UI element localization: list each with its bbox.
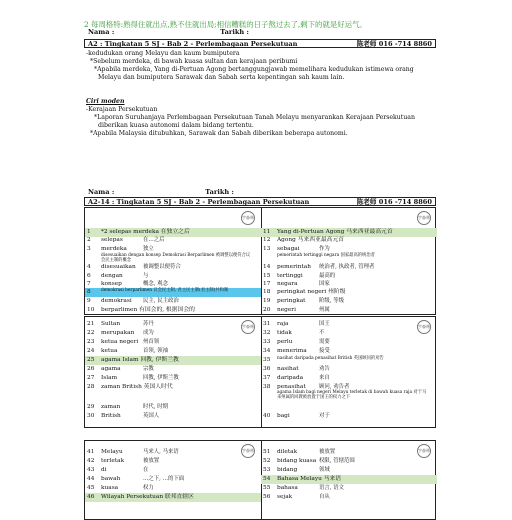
vocab-word: disesuaikan (101, 264, 136, 270)
vocab-word: agama Islam bagi negeri Melayu terletak di bawah kuasa raja 对于马来州属的回教被放置于国王的权力之下 (277, 390, 427, 400)
vocab-word: Yang di-Pertuan Agong 马来西亚最高元首 (277, 229, 393, 235)
vocab-number: 13 (263, 246, 271, 252)
vocab-number: 40 (263, 413, 271, 419)
vocab-row (261, 320, 437, 329)
vocab-number: 24 (87, 348, 95, 354)
vocab-number: 56 (263, 494, 271, 500)
vocab-row (85, 329, 261, 338)
vocab-word: berparlimen 有国会的, 根据国会的 (101, 307, 195, 313)
vocab-word: penasihat (277, 384, 306, 390)
vocab-word: peringkat negeri 州阶级 (277, 289, 346, 295)
vocab-row (85, 448, 261, 457)
vocab-row (85, 403, 261, 412)
vocab-number: 41 (87, 449, 95, 455)
vocab-word: Sultan (101, 321, 121, 327)
vocab-word: nasihat daripada penasihat British 英国顾问的劝告 (277, 356, 384, 361)
vocab-translation: 苏丹 (143, 321, 154, 327)
vocab-translation: 成为 (143, 330, 154, 336)
vocab-row (85, 288, 261, 297)
vocab-row (261, 493, 437, 502)
vocab-row (261, 475, 437, 484)
vocab-row (261, 306, 437, 315)
vocab-number: 29 (87, 404, 95, 410)
notes-section-2 (86, 98, 432, 138)
note-line: -Kerajaan Persekutuan (86, 105, 158, 113)
vocab-word: zaman British 英国人时代 (101, 384, 173, 390)
vocab-number: 8 (87, 289, 91, 295)
vocab-column-left (85, 317, 262, 427)
vocab-block-2 (84, 316, 436, 428)
vocab-number: 34 (263, 348, 271, 354)
vocab-number: 11 (263, 229, 271, 235)
vocab-word: tidak (277, 330, 292, 336)
vocab-row (261, 329, 437, 338)
vocab-translation: 被放置 (319, 449, 336, 455)
vocab-row (261, 236, 437, 245)
vocab-word: bagi (277, 413, 290, 419)
vocab-word: zaman (101, 404, 121, 410)
vocab-word: Agong 马来西亚最高元首 (277, 237, 345, 243)
vocab-number: 21 (87, 321, 95, 327)
vocab-row (261, 253, 437, 262)
vocab-row (85, 338, 261, 347)
teacher-contact: 陈老师 016 -714 8860 (356, 198, 432, 206)
vocab-translation: 语言, 语文 (319, 485, 344, 491)
vocab-column-left (85, 208, 262, 314)
vocab-row (85, 493, 261, 502)
vocab-word: raja (277, 321, 289, 327)
vocab-word: konsep (101, 281, 122, 287)
vocab-number: 55 (263, 485, 271, 491)
vocab-row (85, 383, 261, 392)
vocab-translation: 权限, 管辖范围 (319, 458, 355, 464)
vocab-number: 6 (87, 273, 91, 279)
vocab-column-left (85, 441, 262, 519)
vocab-row (261, 356, 437, 365)
vocab-word: agama Islam 回教, 伊斯兰教 (101, 357, 179, 363)
vocab-row (261, 484, 437, 493)
vocab-translation: 马来人, 马来语 (143, 449, 179, 455)
vocab-row (261, 390, 437, 399)
vocab-word: merdeka (101, 246, 127, 252)
vocab-number: 51 (263, 449, 271, 455)
vocab-word: bidang (277, 467, 298, 473)
note-line: -kedudukan orang Melayu dan kaum bumiputera (86, 50, 240, 57)
vocab-translation: 国王 (319, 321, 330, 327)
vocab-column-right (261, 317, 437, 427)
vocab-word: kuasa (101, 485, 119, 491)
vocab-word: terletak (101, 458, 125, 464)
vocab-word: disesuaikan dengan konsep Demokrasi Berparlimen 被调整以便符合议会民主制的概念 (101, 253, 251, 263)
note-line: *Apabila merdeka, Yang di-Pertuan Agong bertanggungjawab memelihara kedudukan istimewa orang Melayu dan bumiputera Sarawak dan Sabah serta kepentingan sah kaum lain. (94, 65, 414, 81)
vocab-word: merupakan (101, 330, 135, 336)
vocab-translation: 首领, 领袖 (143, 348, 168, 354)
vocab-row (85, 320, 261, 329)
worksheet-title: A2 : Tingkatan 5 SJ - Bab 2 - Perlembagaan Persekutuan (88, 40, 298, 48)
vocab-row (261, 374, 437, 383)
vocab-row (85, 236, 261, 245)
vocab-translation: 英国人 (143, 413, 160, 419)
vocab-translation: 不 (319, 330, 325, 336)
vocab-word: Melayu (101, 449, 123, 455)
vocab-column-right (261, 208, 437, 314)
vocab-number: 7 (87, 281, 91, 287)
note-line: *Apabila Malaysia ditubuhkan, Sarawak dan Sabah diberikan beberapa autonomi. (90, 129, 348, 137)
vocab-row (261, 263, 437, 272)
vocab-translation: 州属 (319, 307, 330, 313)
vocab-translation: 民主, 民主政治 (143, 298, 179, 304)
vocab-number: 1 (87, 229, 91, 235)
vocab-number: 46 (87, 494, 95, 500)
vocab-number: 37 (263, 375, 271, 381)
vocab-row (85, 475, 261, 484)
vocab-translation: 来自 (319, 375, 330, 381)
vocab-number: 53 (263, 467, 271, 473)
vocab-number: 35 (263, 357, 271, 363)
vocab-translation: 顾问, 劝告者 (319, 384, 350, 390)
vocab-number: 45 (87, 485, 95, 491)
vocab-translation: 在…之后 (143, 237, 165, 243)
vocab-translation: 国家 (319, 281, 330, 287)
vocab-word: nasihat (277, 366, 299, 372)
school-logo: 宇森林 (241, 211, 255, 225)
vocab-number: 18 (263, 289, 271, 295)
vocab-translation: 阶级, 等级 (319, 298, 344, 304)
vocab-translation: 劝告 (319, 366, 330, 372)
vocab-word: perlu (277, 339, 293, 345)
vocab-word: menerima (277, 348, 307, 354)
vocab-word: Bahasa Melayu 马来语 (277, 476, 342, 482)
vocab-block-3 (84, 440, 436, 520)
vocab-translation: 领域 (319, 467, 330, 473)
vocab-word: dengan (101, 273, 123, 279)
vocab-number: 28 (87, 384, 95, 390)
vocab-word: bahasa (277, 485, 298, 491)
vocab-row (85, 297, 261, 306)
vocab-block-1 (84, 207, 436, 315)
vocab-word: selepas (101, 237, 123, 243)
vocab-translation: 宗教 (143, 366, 154, 372)
vocab-number: 23 (87, 339, 95, 345)
vocab-word: negara (277, 281, 298, 287)
vocab-row (261, 457, 437, 466)
vocab-word: tertinggi (277, 273, 303, 279)
vocab-translation: 接受 (319, 348, 330, 354)
vocab-number: 31 (263, 321, 271, 327)
name-date-row (88, 28, 249, 36)
vocab-number: 15 (263, 273, 271, 279)
note-line: *Laporan Suruhanjaya Perlembagaan Persekutuan Tanah Melayu menyarankan Kerajaan Persekutuan diberikan kuasa autonomi dalam bidang tertentu. (94, 113, 415, 129)
vocab-row (85, 253, 261, 262)
vocab-word: demokrasi (101, 298, 132, 304)
vocab-row (85, 356, 261, 365)
vocab-row (85, 374, 261, 383)
school-logo: 宇森林 (417, 211, 431, 225)
vocab-word: Islam (101, 375, 118, 381)
vocab-number: 20 (263, 307, 271, 313)
vocab-word: bidang kuasa (277, 458, 317, 464)
vocab-number: 52 (263, 458, 271, 464)
vocab-word: *2 selepas merdeka 在独立之后 (101, 229, 190, 235)
vocab-row (85, 263, 261, 272)
vocab-translation: …之下, …的下面 (143, 476, 185, 482)
vocab-number: 30 (87, 413, 95, 419)
vocab-word: sejak (277, 494, 293, 500)
vocab-word: daripada (277, 375, 304, 381)
vocab-number: 12 (263, 237, 271, 243)
worksheet-title-bar (84, 39, 436, 48)
vocab-word: di (101, 467, 107, 473)
vocab-word: peringkat (277, 298, 306, 304)
vocab-row (261, 448, 437, 457)
vocab-translation: 自从 (319, 494, 330, 500)
vocab-translation: 时代, 时期 (143, 404, 168, 410)
vocab-number: 14 (263, 264, 271, 270)
vocab-row (261, 338, 437, 347)
vocab-word: Wilayah Persekutuan 联邦直辖区 (101, 494, 194, 500)
vocab-row (261, 288, 437, 297)
vocab-translation: 与 (143, 273, 149, 279)
vocab-number: 3 (87, 246, 91, 252)
vocab-number: 38 (263, 384, 271, 390)
vocab-number: 33 (263, 339, 271, 345)
vocab-translation: 州首领 (143, 339, 160, 345)
school-logo: 宇森林 (241, 320, 255, 334)
vocab-number: 2 (87, 237, 91, 243)
school-logo: 宇森林 (417, 320, 431, 334)
vocab-number: 27 (87, 375, 95, 381)
vocab-title: A2-14 : Tingkatan 5 SJ - Bab 2 - Perlembagaan Persekutuan (88, 198, 310, 206)
name-label: Nama : (88, 188, 115, 196)
section-heading: Ciri moden (86, 98, 125, 105)
vocab-number: 4 (87, 264, 91, 270)
vocab-row (261, 297, 437, 306)
vocab-number: 32 (263, 330, 271, 336)
vocab-translation: 作为 (319, 246, 330, 252)
vocab-row (85, 306, 261, 315)
notes-section-1 (86, 50, 432, 82)
motivational-quote: 2 每周格特:熟得住就出点,熟不住就出局;相信糟糕的日子熬过去了,剩下的就是好运气。 (84, 20, 367, 29)
vocab-word: diletak (277, 449, 298, 455)
vocab-number: 54 (263, 476, 271, 482)
note-line: *Sebelum merdeka, di bawah kuasa sultan dan kerajaan peribumi (90, 57, 298, 65)
vocab-translation: 最高的 (319, 273, 336, 279)
vocab-row (85, 466, 261, 475)
vocab-translation: 对于 (319, 413, 330, 419)
vocab-translation: 独立 (143, 246, 154, 252)
vocab-number: 22 (87, 330, 95, 336)
vocab-translation: 回教, 伊斯兰教 (143, 375, 179, 381)
teacher-contact: 陈老师 016 -714 8860 (356, 40, 432, 48)
vocab-number: 43 (87, 467, 95, 473)
vocab-word: bawah (101, 476, 121, 482)
vocab-number: 10 (87, 307, 95, 313)
vocab-row (85, 347, 261, 356)
vocab-word: sebagai (277, 246, 300, 252)
vocab-number: 19 (263, 298, 271, 304)
vocab-word: negeri (277, 307, 296, 313)
name-date-row-2 (88, 188, 234, 196)
vocab-title-bar (84, 197, 436, 206)
school-logo: 宇森林 (241, 444, 255, 458)
vocab-translation: 被调整以便符合 (143, 264, 181, 270)
vocab-translation: 概念, 观念 (143, 281, 168, 287)
vocab-word: pemerintah (277, 264, 311, 270)
vocab-number: 17 (263, 281, 271, 287)
vocab-word: pemerintah tertinggi negara 国家最高的统治者 (277, 253, 375, 258)
name-label: Nama : (88, 28, 115, 36)
vocab-word: ketua (101, 348, 118, 354)
vocab-row (85, 365, 261, 374)
vocab-translation: 在 (143, 467, 149, 473)
vocab-column-right (261, 441, 437, 519)
vocab-row (85, 484, 261, 493)
vocab-row (261, 347, 437, 356)
vocab-word: agama (101, 366, 121, 372)
vocab-translation: 需要 (319, 339, 330, 345)
vocab-row (261, 365, 437, 374)
school-logo: 宇森林 (417, 444, 431, 458)
vocab-number: 36 (263, 366, 271, 372)
vocab-word: ketua negeri (101, 339, 139, 345)
vocab-row (261, 412, 437, 421)
vocab-row (261, 466, 437, 475)
vocab-row (85, 457, 261, 466)
vocab-number: 25 (87, 357, 95, 363)
vocab-number: 42 (87, 458, 95, 464)
vocab-translation: 权力 (143, 485, 154, 491)
vocab-translation: 统治者, 执政者, 管理者 (319, 264, 375, 270)
vocab-number: 26 (87, 366, 95, 372)
vocab-row (85, 412, 261, 421)
vocab-number: 44 (87, 476, 95, 482)
vocab-number: 9 (87, 298, 91, 304)
date-label: Tarikh : (220, 28, 249, 36)
date-label: Tarikh : (205, 188, 234, 196)
vocab-translation: 被放置 (143, 458, 160, 464)
vocab-word: British (101, 413, 121, 419)
vocab-word: demokrasi berparlimen 议会民主制, 君主民主制(君主制)共和制 (101, 288, 229, 293)
